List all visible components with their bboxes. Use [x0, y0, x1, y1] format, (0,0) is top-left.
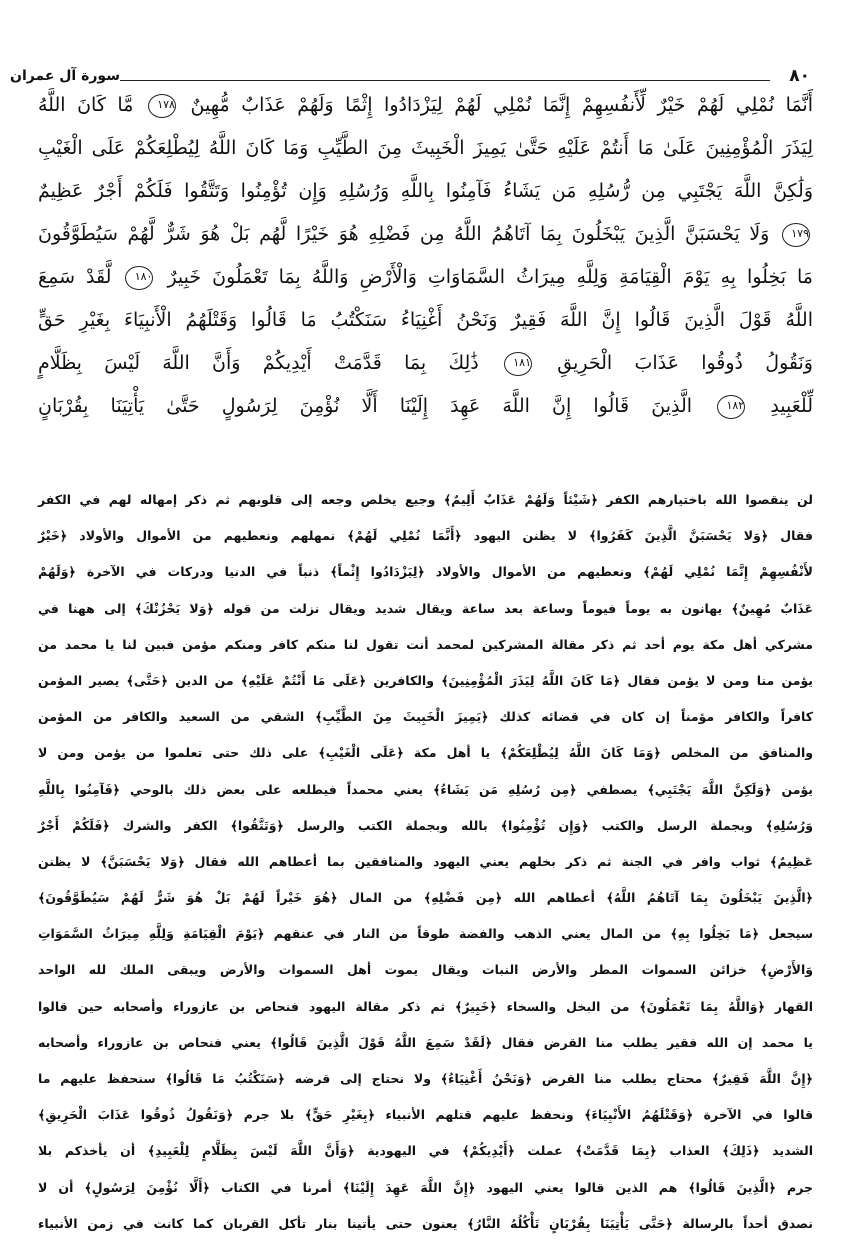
quran-line [38, 385, 813, 428]
commentary-line: فقال ﴿وَلا يَحْسَبَنَّ الَّذِينَ كَفَرُوا﴾ لا يظنن اليهود ﴿أَنَّمَا نُمْلِي لَهُمْ﴾ نمهلهم ونعطيهم من الأموال والأولاد ﴿خَيْرٌ [38, 528, 813, 544]
commentary-line: لن ينقصوا الله باختيارهم الكفر ﴿شَيْئاً وَلَهُمْ عَذَابٌ أَلِيمٌ﴾ وجيع يخلص وجعه إلى قلوبهم ثم ذكر إمهاله لهم في الكفر [38, 492, 813, 507]
quran-verse-text: لِّلْعَبِيدِ [770, 395, 813, 417]
ayah-number-marker: ١٧٨ [148, 94, 176, 118]
commentary-line: ﴿إِنَّ اللَّهَ فَقِيرٌ﴾ محتاج يطلب منا القرض ﴿وَنَحْنُ أَغْنِيَاءُ﴾ ولا نحتاج إلى قرضه ﴿سَنَكْتُبُ مَا قَالُوا﴾ سنحفظ عليهم ما [38, 1071, 813, 1086]
commentary-text-block [38, 482, 813, 1242]
commentary-line: نصدق أحداً بالرسالة ﴿حَتَّى يَأْتِيَنَا بِقُرْبَانٍ تَأْكُلُهُ النَّارُ﴾ يعنون حتى يأتينا بنار تأكل القربان كما كانت في زمن الأنبياء [38, 1215, 813, 1231]
quran-verse-text: لِيَذَرَ الْمُؤْمِنِينَ عَلَىٰ مَا أَنتُمْ عَلَيْهِ حَتَّىٰ يَمِيزَ الْخَبِيثَ مِنَ الطَّيِّبِ وَمَا كَانَ اللَّهُ لِيُطْلِعَكُمْ عَلَى الْغَيْبِ [38, 137, 813, 159]
quran-verse-text: ذَٰلِكَ بِمَا قَدَّمَتْ أَيْدِيكُمْ وَأَنَّ اللَّهَ لَيْسَ بِظَلَّامٍ [38, 352, 479, 374]
quran-verse-text: مَّا كَانَ اللَّهُ [38, 94, 134, 116]
quran-line [38, 127, 813, 170]
surah-title: سورة آل عمران [10, 68, 120, 84]
quran-line [38, 84, 813, 127]
ayah-number-marker: ١٧٩ [782, 223, 810, 247]
header-rule [120, 80, 770, 81]
commentary-line: جرم ﴿الَّذِينَ قَالُوا﴾ هم الذين قالوا يعني اليهود ﴿إِنَّ اللَّهَ عَهِدَ إِلَيْنَا﴾ أمرنا في الكتاب ﴿أَلَّا نُؤْمِنَ لِرَسُولٍ﴾ أن لا [38, 1179, 813, 1195]
commentary-line: عَذَابٌ مُهِينٌ﴾ يهانون به يوماً فيوماً وساعة بعد ساعة ويقال شديد ويقال نزلت من قوله ﴿وَلا يَحْزُنْكَ﴾ إلى ههنا في [38, 600, 813, 616]
quran-verse-text: مَا بَخِلُوا بِهِ يَوْمَ الْقِيَامَةِ وَلِلَّهِ مِيرَاثُ السَّمَاوَاتِ وَالْأَرْضِ وَاللَّهُ بِمَا تَعْمَلُونَ خَبِيرٌ [167, 266, 813, 288]
quran-text-block [38, 84, 813, 428]
commentary-line: القهار ﴿وَاللَّهُ بِمَا تَعْمَلُونَ﴾ من البخل والسخاء ﴿خَبِيرٌ﴾ ثم ذكر مقالة اليهود فنحاص بن عازوراء وأصحابه حين قالوا [38, 998, 813, 1014]
quran-verse-text: وَلَا يَحْسَبَنَّ الَّذِينَ يَبْخَلُونَ بِمَا آتَاهُمُ اللَّهُ مِن فَضْلِهِ هُوَ خَيْرًا لَّهُم بَلْ هُوَ شَرٌّ لَّهُمْ سَيُطَوَّقُونَ [38, 223, 770, 245]
quran-verse-text: وَنَقُولُ ذُوقُوا عَذَابَ الْحَرِيقِ [557, 352, 813, 374]
commentary-line: يا محمد إن الله فقير يطلب منا القرض فقال ﴿لَقَدْ سَمِعَ اللَّهُ قَوْلَ الَّذِينَ قَالُوا﴾ يعني فنحاص بن عازوراء وأصحابه [38, 1034, 813, 1050]
commentary-line: ﴿الَّذِينَ يَبْخَلُونَ بِمَا آتَاهُمُ اللَّهُ﴾ أعطاهم الله ﴿مِن فَضْلِهِ﴾ من المال ﴿هُوَ خَيْراً لَهُمْ بَلْ هُوَ شَرٌّ لَهُمْ سَيُطَوَّقُونَ﴾ [38, 890, 813, 906]
page-number: ٨٠ [789, 66, 810, 86]
quran-line [38, 342, 813, 385]
quran-verse-text: وَلَٰكِنَّ اللَّهَ يَجْتَبِي مِن رُّسُلِهِ مَن يَشَاءُ فَآمِنُوا بِاللَّهِ وَرُسُلِهِ وَإِن تُؤْمِنُوا وَتَتَّقُوا فَلَكُمْ أَجْرٌ عَظِيمٌ [38, 180, 813, 202]
quran-line [38, 256, 813, 299]
ayah-number-marker: ١٨٢ [717, 395, 745, 419]
commentary-line: سيجعل ﴿مَا بَخِلُوا بِهِ﴾ من المال يعني الذهب والفضة طوقاً من النار في عنقهم ﴿يَوْمَ الْقِيَامَةِ وَلِلَّهِ مِيرَاثُ السَّمَوَاتِ [38, 926, 813, 942]
commentary-line: كافراً والكافر مؤمناً إن كان في قضائه كذلك ﴿يَمِيزَ الْخَبِيثَ مِنَ الطَّيِّبِ﴾ الشقي من السعيد والكافر من المؤمن [38, 709, 813, 725]
quran-line [38, 299, 813, 342]
commentary-line: لأَنْفُسِهِمْ إِنَّمَا نُمْلِي لَهُمْ﴾ ونعطيهم من الأموال والأولاد ﴿لِيَزْدَادُوا إِثْماً﴾ ذنباً في الدنيا ودركات في الآخرة ﴿وَلَهُمْ [38, 564, 813, 580]
quran-verse-text: اللَّهُ قَوْلَ الَّذِينَ قَالُوا إِنَّ اللَّهَ فَقِيرٌ وَنَحْنُ أَغْنِيَاءُ سَنَكْتُبُ مَا قَالُوا وَقَتْلَهُمُ الْأَنبِيَاءَ بِغَيْرِ حَقٍّ [38, 309, 813, 331]
quran-verse-text: الَّذِينَ قَالُوا إِنَّ اللَّهَ عَهِدَ إِلَيْنَا أَلَّا نُؤْمِنَ لِرَسُولٍ حَتَّىٰ يَأْتِيَنَا بِقُرْبَانٍ [38, 395, 693, 417]
quran-line [38, 170, 813, 213]
ayah-number-marker: ١٨١ [504, 352, 532, 376]
commentary-line: والمنافق من المخلص ﴿وَمَا كَانَ اللَّهُ لِيُطْلِعَكُمْ﴾ يا أهل مكة ﴿عَلَى الْغَيْبِ﴾ على ذلك حتى تعلموا من يؤمن ومن لا [38, 745, 813, 761]
commentary-line: الشديد ﴿ذَلِكَ﴾ العذاب ﴿بِمَا قَدَّمَتْ﴾ عملت ﴿أَيْدِيكُمْ﴾ في اليهودية ﴿وَأَنَّ اللَّهَ لَيْسَ بِظَلَّامٍ لِلْعَبِيدِ﴾ أن يأخذكم بلا [38, 1143, 813, 1159]
commentary-line: وَالأَرْضِ﴾ خزائن السموات المطر والأرض النبات ويقال يموت أهل السموات والأرض ويبقى الملك لله الواحد [38, 962, 813, 978]
quran-verse-text: لَّقَدْ سَمِعَ [38, 266, 112, 288]
commentary-line: قالوا في الآخرة ﴿وَقَتْلَهُمُ الأَنْبِيَاءَ﴾ ونحفظ عليهم قتلهم الأنبياء ﴿بِغَيْرِ حَقٍّ﴾ بلا جرم ﴿وَنَقُولُ ذُوقُوا عَذَابَ الْحَرِيقِ﴾ [38, 1107, 813, 1123]
commentary-line: عَظِيمٌ﴾ ثواب وافر في الجنة ثم ذكر بخلهم يعني اليهود والمنافقين بما أعطاهم الله فقال ﴿وَلا يَحْسَبَنَّ﴾ لا يظنن [38, 853, 813, 869]
commentary-line: يؤمن ﴿وَلَكِنَّ اللَّهَ يَجْتَبِي﴾ يصطفي ﴿مِن رُسُلِهِ مَن يَشَاءُ﴾ يعني محمداً فيطلعه على بعض ذلك بالوحي ﴿فَآمِنُوا بِاللَّهِ [38, 781, 813, 797]
quran-verse-text: أَنَّمَا نُمْلِي لَهُمْ خَيْرٌ لِّأَنفُسِهِمْ إِنَّمَا نُمْلِي لَهُمْ لِيَزْدَادُوا إِثْمًا وَلَهُمْ عَذَابٌ مُّهِينٌ [190, 94, 813, 116]
commentary-line: مشركي أهل مكة يوم أحد ثم ذكر مقالة المشركين لمحمد أنت تقول لنا منكم كافر ومنكم مؤمن فبين لنا يا محمد من [38, 636, 813, 652]
commentary-line: يؤمن منا ومن لا يؤمن فقال ﴿مَا كَانَ اللَّهُ لِيَذَرَ الْمُؤْمِنِينَ﴾ والكافرين ﴿عَلَى مَا أَنْتُمْ عَلَيْهِ﴾ من الدين ﴿حَتَّى﴾ يصير المؤمن [38, 672, 813, 688]
commentary-line: وَرُسُلِهِ﴾ وبجملة الرسل والكتب ﴿وَإِن تُؤْمِنُوا﴾ بالله وبجملة الكتب والرسل ﴿وَتَتَّقُوا﴾ الكفر والشرك ﴿فَلَكُمْ أَجْرٌ [38, 817, 813, 833]
quran-line [38, 213, 813, 256]
ayah-number-marker: ١٨٠ [125, 266, 153, 290]
